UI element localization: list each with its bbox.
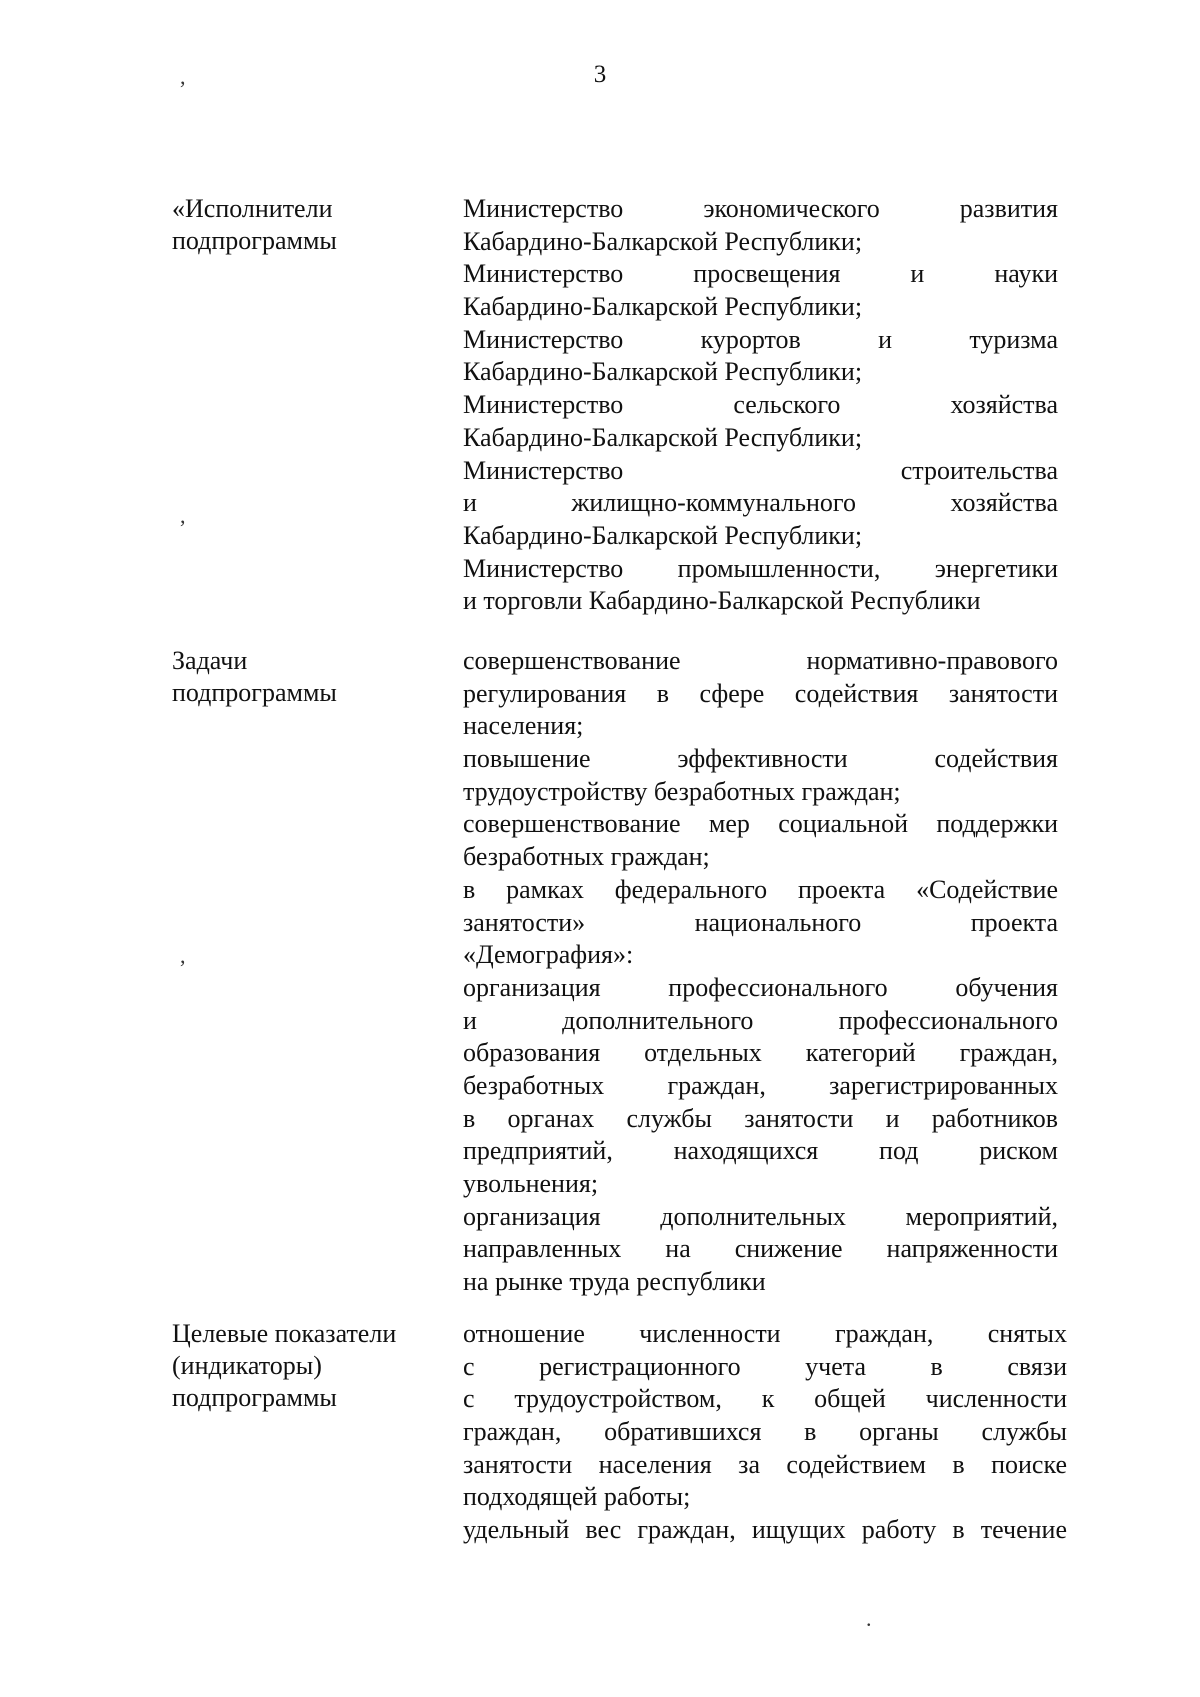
value-line: в рамках федерального проекта «Содействие [463, 874, 1058, 904]
value-line: образования отдельных категорий граждан, [463, 1038, 1058, 1068]
label-line: Задачи [172, 646, 248, 675]
section-label [172, 645, 442, 709]
value-line: Кабардино-Балкарской Республики; [463, 292, 863, 322]
value-line: Кабардино-Балкарской Республики; [463, 422, 863, 452]
value-line: повышение эффективности содействия [463, 744, 1058, 774]
margin-mark: . [866, 1606, 872, 1631]
label-line: (индикаторы) [172, 1351, 322, 1380]
margin-mark: , [180, 943, 186, 968]
value-line: занятости населения за содействием в поиске [463, 1449, 1067, 1479]
value-line: увольнения; [463, 1169, 599, 1198]
value-line: на рынке труда республики [463, 1267, 766, 1297]
value-line: «Демография»: [463, 940, 634, 970]
value-line: и торговли Кабардино-Балкарской Республики [463, 586, 981, 616]
value-line: Министерство строительства [463, 455, 1058, 485]
value-line: Кабардино-Балкарской Республики; [463, 226, 863, 256]
value-line: занятости» национального проекта [463, 907, 1058, 937]
section-value [463, 1318, 1067, 1547]
value-line: в органах службы занятости и работников [463, 1103, 1058, 1133]
page-number: 3 [593, 61, 607, 88]
value-line: совершенствование мер социальной поддержки [463, 809, 1058, 839]
value-line: Министерство промышленности, энергетики [463, 553, 1058, 583]
value-line: и дополнительного профессионального [463, 1005, 1058, 1035]
value-line: подходящей работы; [463, 1482, 691, 1512]
value-line: безработных граждан; [463, 842, 710, 872]
label-line: подпрограммы [172, 678, 337, 707]
value-line: Министерство экономического развития [463, 194, 1058, 223]
value-line: организация профессионального обучения [463, 972, 1058, 1002]
margin-mark: , [180, 64, 186, 89]
value-line: Министерство сельского хозяйства [463, 390, 1058, 420]
section-value [463, 193, 1058, 618]
value-line: трудоустройству безработных граждан; [463, 776, 901, 806]
value-line: удельный вес граждан, ищущих работу в течение [463, 1515, 1067, 1545]
label-line: «Исполнители [172, 194, 333, 223]
value-line: Кабардино-Балкарской Республики; [463, 520, 863, 550]
value-line: Кабардино-Балкарской Республики; [463, 357, 863, 387]
value-line: с трудоустройством, к общей численности [463, 1384, 1067, 1414]
value-line: совершенствование нормативно-правового [463, 646, 1058, 675]
label-line: подпрограммы [172, 1383, 337, 1412]
value-line: и жилищно-коммунального хозяйства [463, 488, 1058, 518]
section-label [172, 1318, 442, 1414]
value-line: регулирования в сфере содействия занятости [463, 678, 1058, 708]
value-line: с регистрационного учета в связи [463, 1351, 1067, 1381]
section-label [172, 193, 442, 257]
label-line: Целевые показатели [172, 1319, 397, 1348]
value-line: Министерство просвещения и науки [463, 259, 1058, 289]
value-line: Министерство курортов и туризма [463, 324, 1058, 354]
section-value [463, 645, 1058, 1299]
value-line: безработных граждан, зарегистрированных [463, 1070, 1058, 1100]
value-line: направленных на снижение напряженности [463, 1234, 1058, 1264]
label-line: подпрограммы [172, 226, 337, 255]
margin-mark: , [180, 503, 186, 528]
value-line: населения; [463, 711, 584, 741]
value-line: предприятий, находящихся под риском [463, 1136, 1058, 1166]
value-line: граждан, обратившихся в органы службы [463, 1417, 1067, 1447]
value-line: организация дополнительных мероприятий, [463, 1201, 1058, 1231]
value-line: отношение численности граждан, снятых [463, 1319, 1067, 1348]
